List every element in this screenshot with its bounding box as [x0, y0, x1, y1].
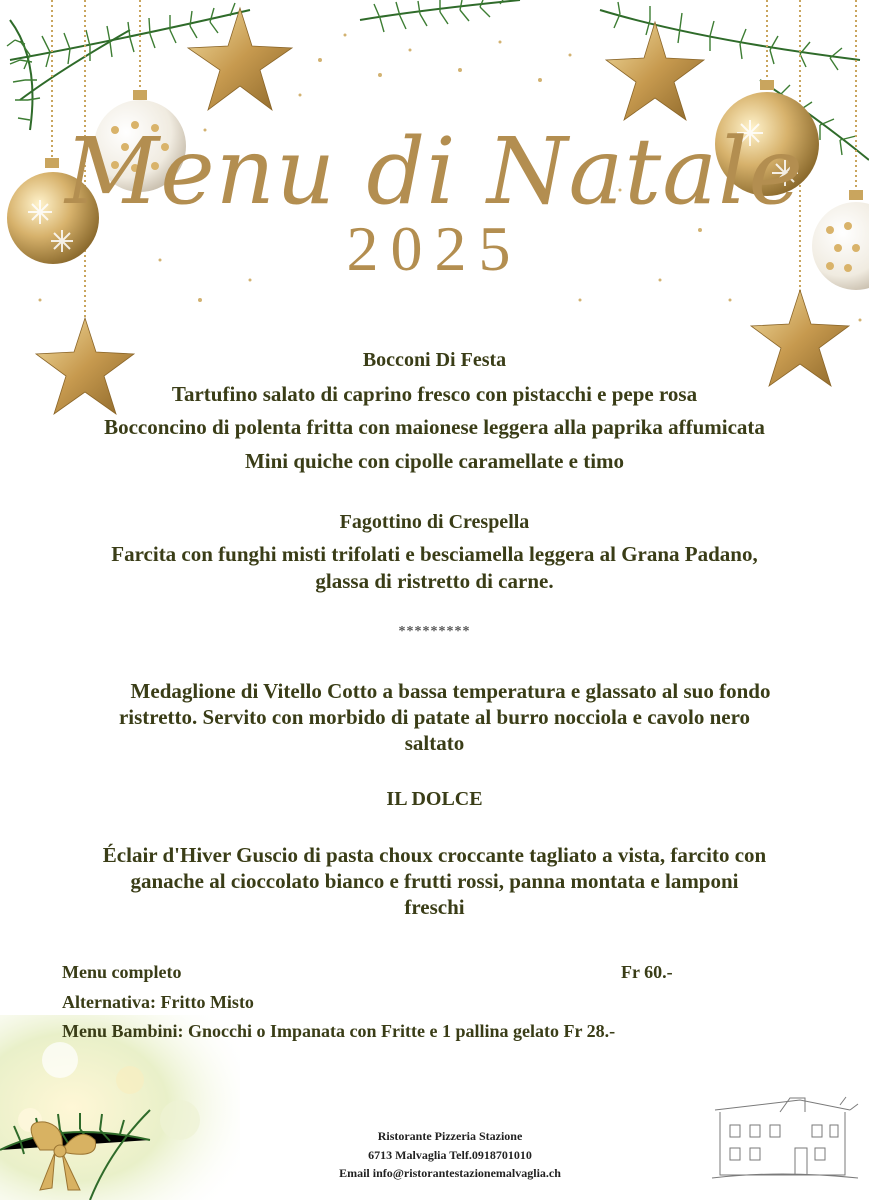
- menu-item: Farcita con funghi misti trifolati e besciamella leggera al Grana Padano,: [111, 542, 758, 566]
- menu-item: ristretto. Servito con morbido di patate al burro nocciola e cavolo nero: [118, 705, 751, 729]
- restaurant-address: 6713 Malvaglia Telf.0918701010: [368, 1148, 532, 1162]
- menu-year: 2025: [346, 213, 523, 284]
- menu-item: Bocconcino di polenta fritta con maionese leggera alla paprika affumicata: [104, 415, 765, 439]
- menu-title: Menu di Natale: [65, 118, 804, 225]
- menu-item: Éclair d'Hiver Guscio di pasta choux croccante tagliato a vista, farcito con: [102, 843, 767, 867]
- menu-completo-label: Menu completo: [62, 962, 182, 982]
- menu-item: saltato: [404, 731, 465, 755]
- restaurant-name: Ristorante Pizzeria Stazione: [377, 1129, 523, 1143]
- menu-item: Tartufino salato di caprino fresco con pistacchi e pepe rosa: [171, 382, 698, 406]
- menu-item: Medaglione di Vitello Cotto a bassa temperatura e glassato al suo fondo: [130, 679, 771, 703]
- menu-item: freschi: [404, 895, 465, 919]
- antipasti-heading: Bocconi Di Festa: [362, 349, 507, 371]
- menu-item: ganache al cioccolato bianco e frutti rossi, panna montata e lamponi: [130, 869, 739, 893]
- bokeh-corner-icon: [0, 1015, 240, 1200]
- separator: *********: [398, 624, 471, 639]
- alternativa-line: Alternativa: Fritto Misto: [62, 992, 254, 1012]
- primo-heading: Fagottino di Crespella: [339, 511, 530, 533]
- building-sketch-icon: [712, 1097, 858, 1178]
- restaurant-email[interactable]: Email info@ristorantestazionemalvaglia.ch: [339, 1166, 561, 1180]
- menu-item: Mini quiche con cipolle caramellate e timo: [244, 449, 625, 473]
- menu-bambini-line: Menu Bambini: Gnocchi o Impanata con Fritte e 1 pallina gelato Fr 28.-: [62, 1021, 616, 1041]
- menu-completo-price: Fr 60.-: [621, 962, 673, 982]
- menu-item: glassa di ristretto di carne.: [315, 569, 554, 593]
- dolce-heading: IL DOLCE: [386, 788, 483, 810]
